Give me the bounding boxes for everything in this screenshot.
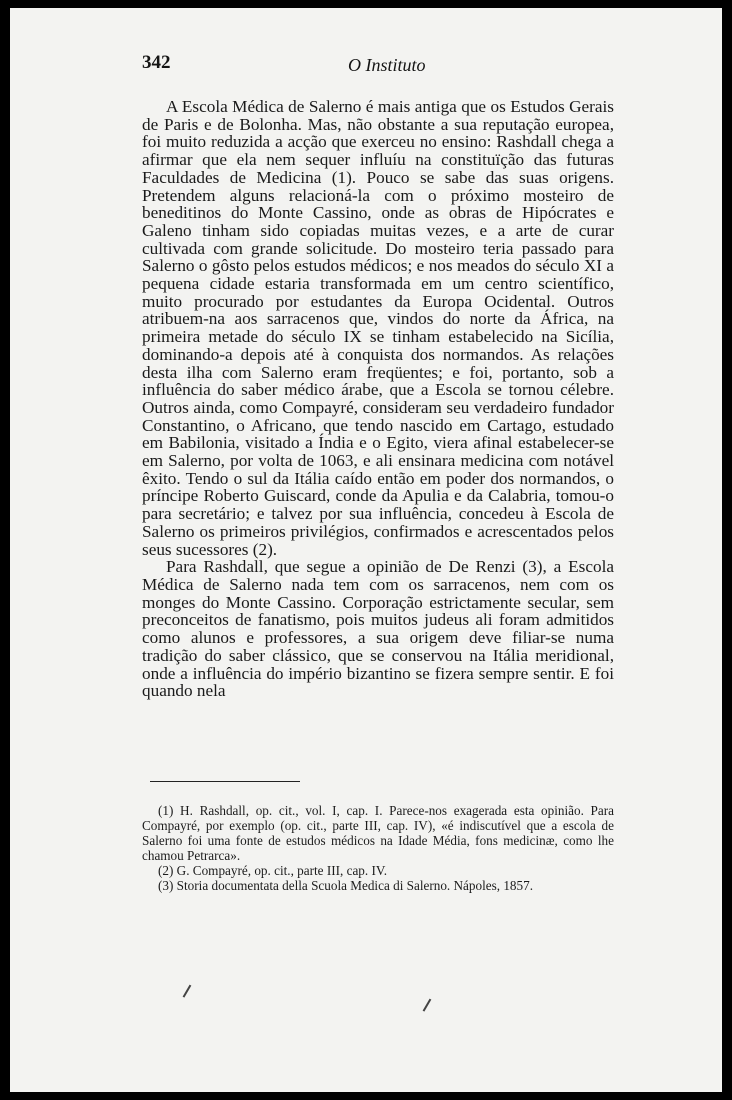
footnote: (3) Storia documentata della Scuola Medica di Salerno. Nápoles, 1857.: [158, 878, 534, 893]
page-header: [142, 52, 632, 82]
footnotes: [142, 803, 614, 893]
paragraph: A Escola Médica de Salerno é mais antiga que os Estudos Gerais de Paris e de Bolonha. Mas, não obstante a sua reputação europea, foi muito reduzida a acção que exerceu no ensino: Rashdall chega a afirmar que ela nem sequer influíu na constituïção das futuras Faculdades de Medicina (1). Pouco se sabe das suas origens. Pretendem alguns relacioná-la com o próximo mosteiro de beneditinos do Monte Cassino, onde as obras de Hipócrates e Galeno tinham sido copiadas muitas vezes, e a arte de curar cultivada com grande solicitude. Do mosteiro teria passado para Salerno o gôsto pelos estudos médicos; e nos meados do século XI a pequena cidade estaria transformada em um centro scientífico, muito procurado por estudantes da Europa Ocidental. Outros atribuem-na aos sarracenos que, vindos do norte da África, na primeira metade do século IX se tinham estabelecido na Sicília, dominando-a depois até à conquista dos normandos. As relações desta ilha com Salerno eram freqüentes; e foi, portanto, sob a influência do saber médico árabe, que a Escola se tornou célebre. Outros ainda, como Compayré, consideram seu verdadeiro fundador Constantino, o Africano, que tendo nascido em Cartago, estudado em Babilonia, visitado a Índia e o Egito, viera afinal estabelecer-se em Salerno, por volta de 1063, e ali ensinara medicina com notável êxito. Tendo o sul da Itália caído então em poder dos normandos, o príncipe Roberto Guiscard, conde da Apulia e da Calabria, tomou-o para secretário; e talvez por sua influência, concedeu à Escola de Salerno os primeiros privilégios, confirmados e acrescentados pelos seus sucessores (2).: [142, 97, 614, 559]
page-number: 342: [142, 52, 171, 73]
footnote: (2) G. Compayré, op. cit., parte III, cap. IV.: [158, 863, 387, 878]
footnote: (1) H. Rashdall, op. cit., vol. I, cap. I. Parece-nos exagerada esta opinião. Para Compayré, por exemplo (op. cit., parte III, cap. IV), «é indiscutível que a escola de Salerno foi uma fonte de estudos médicos na Idade Média, fons medicinæ, como lhe chamou Petrarca».: [142, 803, 614, 863]
ink-speck: [183, 985, 191, 998]
ink-speck: [423, 999, 431, 1012]
running-head: O Instituto: [348, 55, 426, 75]
paragraph: Para Rashdall, que segue a opinião de De Renzi (3), a Escola Médica de Salerno nada tem com os sarracenos, nem com os monges do Monte Cassino. Corporação estrictamente secular, sem preconceitos de fanatismo, pois muitos judeus ali foram admitidos como alunos e professores, a sua origem deve filiar-se numa tradição do saber clássico, que se conservou na Itália meridional, onde a influência do império bizantino se fizera sempre sentir. E foi quando nela: [142, 557, 614, 701]
main-text: [142, 98, 614, 700]
book-page: [10, 8, 722, 1092]
footnote-separator: [150, 781, 300, 782]
